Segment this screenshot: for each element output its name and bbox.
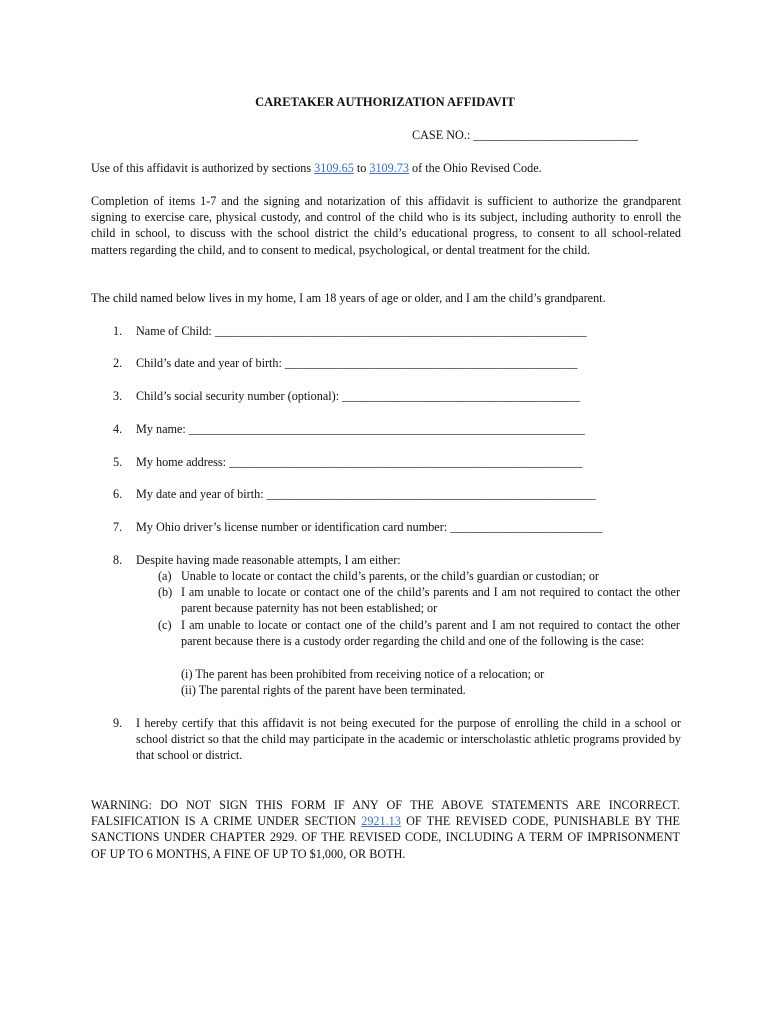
item8-subcase-i: (i) The parent has been prohibited from receiving notice of a relocation; or	[181, 667, 545, 681]
warning-paragraph	[91, 797, 680, 862]
document-title: CARETAKER AUTHORIZATION AFFIDAVIT	[255, 95, 515, 109]
item-number: 9.	[113, 716, 123, 730]
warning-text-after: OF THE REVISED CODE, PUNISHABLE BY THE SANCTIONS UNDER CHAPTER 2929. OF THE REVISED CODE, INCLUDING A TERM OF IMPRISONMENT OF UP TO 6 MONTHS, A FINE OF UP TO $1,000, OR BOTH.	[91, 814, 680, 861]
home-address-field[interactable]: My home address: __________________________________________________________	[136, 455, 583, 469]
license-number-field[interactable]: My Ohio driver’s license number or identification card number: _________________________	[136, 520, 603, 534]
item8-text: Despite having made reasonable attempts, I am either:	[136, 553, 401, 567]
child-ssn-field[interactable]: Child’s social security number (optional): _______________________________________	[136, 389, 580, 403]
item-number: 6.	[113, 487, 123, 501]
completion-paragraph: Completion of items 1-7 and the signing and notarization of this affidavit is sufficient to authorize the grandparent signing to exercise care, physical custody, and control of the child who is its subject, including authority to enroll the child in school, to discuss with the school district the child’s educational progress, to consent to all school-related matters regarding the child, and to consent to medical, psychological, or dental treatment for the child.	[91, 194, 681, 257]
section-link-3109-73[interactable]: 3109.73	[369, 161, 409, 175]
child-name-field[interactable]: Name of Child: _____________________________________________________________	[136, 324, 587, 338]
section-link-2921-13[interactable]: 2921.13	[361, 814, 401, 829]
item9-text: I hereby certify that this affidavit is not being executed for the purpose of enrolling the child in a school or school district so that the child may participate in the academic or interscholastic athletic programs provided by that school or district.	[136, 716, 681, 763]
child-birthdate-field[interactable]: Child’s date and year of birth: ________________________________________________	[136, 356, 578, 370]
item8-subcase-ii: (ii) The parental rights of the parent have been terminated.	[181, 683, 466, 697]
my-name-field[interactable]: My name: _________________________________________________________________	[136, 422, 585, 436]
intro-text-after: of the Ohio Revised Code.	[408, 161, 542, 175]
item-number: 3.	[113, 389, 123, 403]
option-text: I am unable to locate or contact one of the child’s parents and I am not required to contact the other parent because paternity has not been established; or	[181, 585, 680, 616]
case-number-field[interactable]: CASE NO.: ___________________________	[412, 128, 638, 142]
item-number: 1.	[113, 324, 123, 338]
item-number: 5.	[113, 455, 123, 469]
item8-option-a	[158, 568, 680, 584]
option-text: I am unable to locate or contact one of the child’s parent and I am not required to contact the other parent because there is a custody order regarding the child and one of the following is the case:	[181, 618, 680, 649]
intro-paragraph	[91, 160, 681, 176]
warning-text-before: WARNING: DO NOT SIGN THIS FORM IF ANY OF THE ABOVE STATEMENTS ARE INCORRECT. FALSIFICATION IS A CRIME UNDER SECTION	[91, 798, 680, 829]
intro-text-mid: to	[353, 161, 370, 175]
grandparent-statement: The child named below lives in my home, I am 18 years of age or older, and I am the child’s grandparent.	[91, 291, 606, 305]
item8-option-b	[158, 584, 680, 616]
item-number: 7.	[113, 520, 123, 534]
option-label: (c)	[158, 618, 172, 632]
section-link-3109-65[interactable]: 3109.65	[314, 161, 354, 175]
option-text: Unable to locate or contact the child’s parents, or the child’s guardian or custodian; or	[181, 569, 599, 583]
item-number: 8.	[113, 553, 123, 567]
intro-text-before: Use of this affidavit is authorized by sections	[91, 161, 315, 175]
item-number: 2.	[113, 356, 123, 370]
option-label: (a)	[158, 569, 172, 583]
my-birthdate-field[interactable]: My date and year of birth: ______________________________________________________	[136, 487, 596, 501]
option-label: (b)	[158, 585, 173, 599]
item-number: 4.	[113, 422, 123, 436]
item8-option-c	[158, 617, 680, 649]
